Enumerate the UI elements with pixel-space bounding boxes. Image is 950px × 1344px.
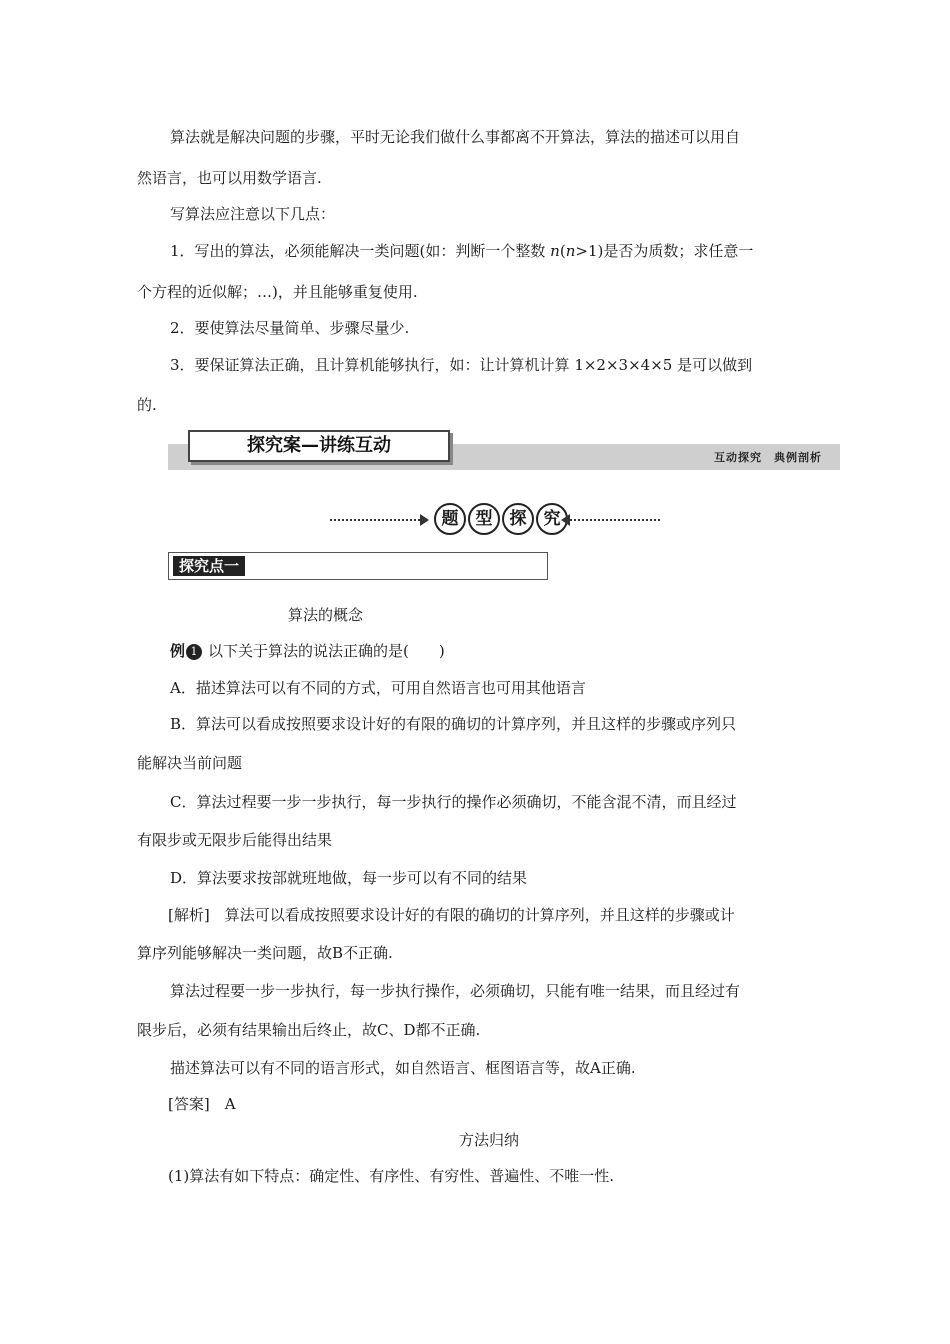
- divider-char: 型: [468, 503, 500, 535]
- probe-point-label: 探究点一: [173, 556, 245, 576]
- intro-item-1-cont: 个方程的近似解；…)，并且能够重复使用.: [137, 283, 418, 301]
- option-a: A．描述算法可以有不同的方式，可用自然语言也可用其他语言: [170, 679, 586, 697]
- topic-divider: [330, 503, 660, 539]
- divider-title: [434, 503, 568, 535]
- divider-char: 究: [536, 503, 568, 535]
- dotted-line-right: [570, 519, 660, 521]
- option-b-cont: 能解决当前问题: [137, 754, 243, 772]
- probe-topic: 算法的概念: [288, 606, 364, 624]
- option-c: C．算法过程要一步一步执行，每一步执行的操作必须确切，不能含混不清，而且经过: [170, 793, 737, 811]
- divider-char: 探: [502, 503, 534, 535]
- option-b: B．算法可以看成按照要求设计好的有限的确切的计算序列，并且这样的步骤或序列只: [170, 715, 737, 733]
- method-point: (1)算法有如下特点：确定性、有序性、有穷性、普遍性、不唯一性.: [168, 1167, 615, 1185]
- example-number-badge: 1: [186, 644, 202, 660]
- option-d: D．算法要求按部就班地做，每一步可以有不同的结果: [170, 869, 528, 887]
- example-tag: 例: [170, 642, 186, 660]
- solution-line: [解析] 算法可以看成按照要求设计好的有限的确切的计算序列，并且这样的步骤或计: [168, 906, 735, 924]
- method-title: 方法归纳: [459, 1131, 520, 1149]
- section-banner: [168, 430, 840, 470]
- example-question: 例 1 以下关于算法的说法正确的是( ): [170, 642, 445, 660]
- arrow-left-icon: [561, 514, 570, 526]
- intro-paragraph-line: 写算法应注意以下几点：: [170, 205, 336, 223]
- intro-item-3: 3．要保证算法正确，且计算机能够执行，如：让计算机计算 1×2×3×4×5 是可以做到: [170, 356, 753, 374]
- solution-line: 算序列能够解决一类问题，故B不正确.: [137, 944, 393, 962]
- divider-char: 题: [434, 503, 466, 535]
- solution-line: 算法过程要一步一步执行，每一步执行操作，必须确切，只能有唯一结果，而且经过有: [170, 982, 741, 1000]
- probe-point-box: [168, 552, 548, 580]
- answer-line: [答案] A: [168, 1095, 236, 1113]
- intro-item-2: 2．要使算法尽量简单、步骤尽量少.: [170, 319, 410, 337]
- arrow-right-icon: [420, 514, 429, 526]
- intro-item-1: 1．写出的算法，必须能解决一类问题(如：判断一个整数 n(n>1)是否为质数；求任意一: [170, 242, 754, 260]
- solution-line: 限步后，必须有结果输出后终止，故C、D都不正确.: [137, 1021, 481, 1039]
- intro-item-3-cont: 的.: [137, 396, 157, 414]
- dotted-line-left: [330, 519, 420, 521]
- banner-title: 探究案—讲练互动: [188, 430, 450, 462]
- solution-line: 描述算法可以有不同的语言形式，如自然语言、框图语言等，故A正确.: [170, 1059, 636, 1077]
- banner-subtitle: 互动探究 典例剖析: [714, 451, 822, 464]
- intro-paragraph-line: 算法就是解决问题的步骤，平时无论我们做什么事都离不开算法，算法的描述可以用自: [170, 128, 741, 146]
- option-c-cont: 有限步或无限步后能得出结果: [137, 831, 333, 849]
- intro-paragraph-line: 然语言，也可以用数学语言.: [137, 169, 322, 187]
